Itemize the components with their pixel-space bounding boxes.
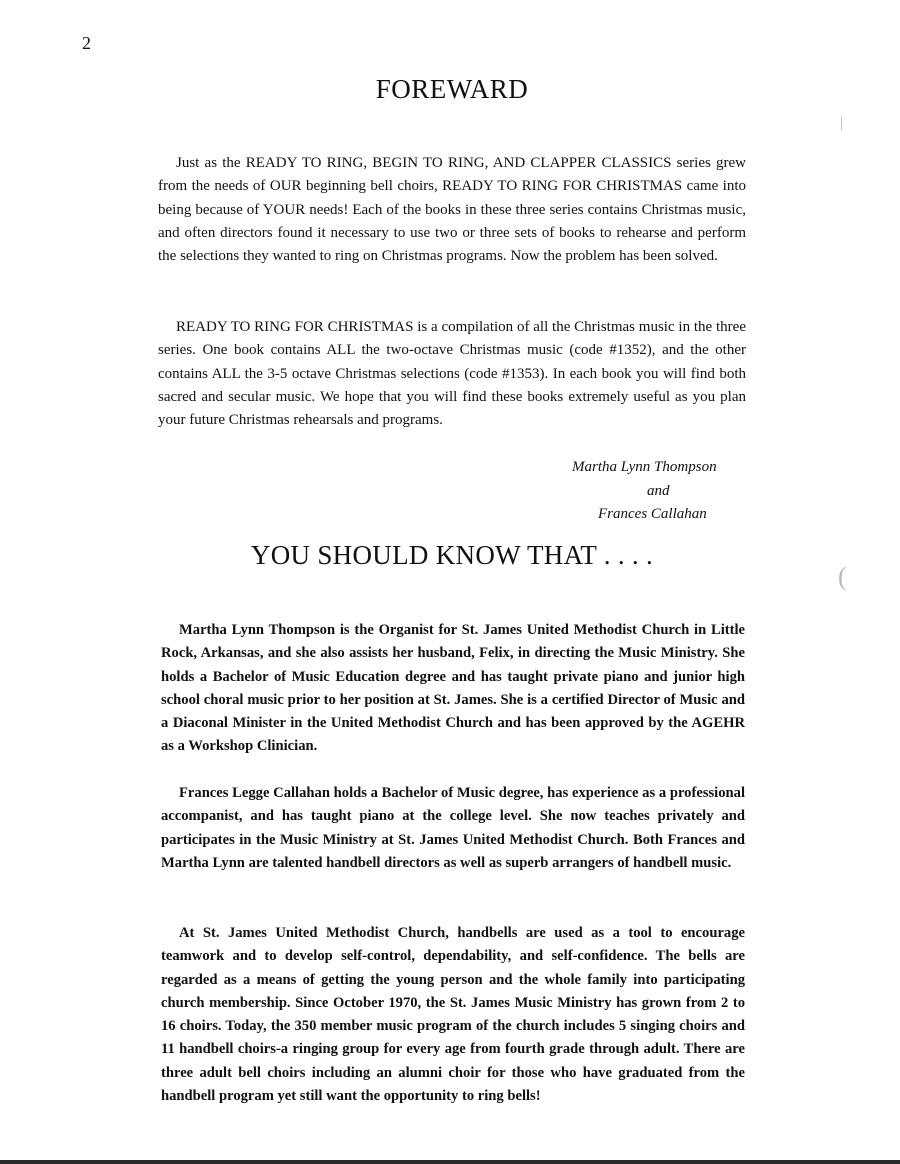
signature-name: Frances Callahan [598,506,707,522]
page-bottom-edge [0,1160,900,1164]
bio-paragraph: At St. James United Methodist Church, handbells are used as a tool to encourage teamwork and to develop self-control, dependability, and self-confidence. The bells are regarded as a means of getting the young person and the whole family into participating church membership. Since October 1970, the St. James Music Ministry has grown from 2 to 16 choirs. Today, the 350 member music program of the church includes 5 singing choirs and 11 handbell choirs-a ringing group for every age from fourth grade through adult. There are three adult bell choirs including an alumni choir for those who have graduated from the handbell program yet still want the opportunity to ring bells! [161,925,745,1105]
you-should-know-title: YOU SHOULD KNOW THAT . . . . [250,540,654,570]
signature-conjunction: and [647,482,670,499]
signature-name: Martha Lynn Thompson [572,459,717,475]
foreward-title: FOREWARD [375,74,529,104]
bio-paragraph: Frances Legge Callahan holds a Bachelor of Music degree, has experience as a professional accompanist, and has taught piano at the college level. She now teaches privately and participates in the Music Ministry at St. James United Methodist Church. Both Frances and Martha Lynn are talented handbell directors as well as superb arrangers of handbell music. [161,785,745,871]
foreward-paragraph: Just as the READY TO RING, BEGIN TO RING, AND CLAPPER CLASSICS series grew from the needs of OUR beginning bell choirs, READY TO RING FOR CHRISTMAS came into being because of YOUR needs! Each of the books in these three series contains Christmas music, and often directors found it necessary to use two or three sets of books to rehearse and perform the selections they wanted to ring on Christmas programs. Now the problem has been solved. [158,155,746,265]
page-number: 2 [82,33,91,53]
bio-paragraph: Martha Lynn Thompson is the Organist for St. James United Methodist Church in Little Rock, Arkansas, and she also assists her husband, Felix, in directing the Music Ministry. She holds a Bachelor of Music Education degree and has taught private piano and junior high school choral music prior to her position at St. James. She is a certified Director of Music and a Diaconal Minister in the United Methodist Church and has been approved by the AGEHR as a Workshop Clinician. [161,622,745,755]
foreward-paragraph: READY TO RING FOR CHRISTMAS is a compilation of all the Christmas music in the three series. One book contains ALL the two-octave Christmas music (code #1352), and the other contains ALL the 3-5 octave Christmas selections (code #1353). In each book you will find both sacred and secular music. We hope that you will find these books extremely useful as you plan your future Christmas rehearsals and programs. [158,319,746,429]
margin-mark: | [840,114,844,131]
margin-mark: ( [838,562,847,591]
signature-block [560,456,760,527]
